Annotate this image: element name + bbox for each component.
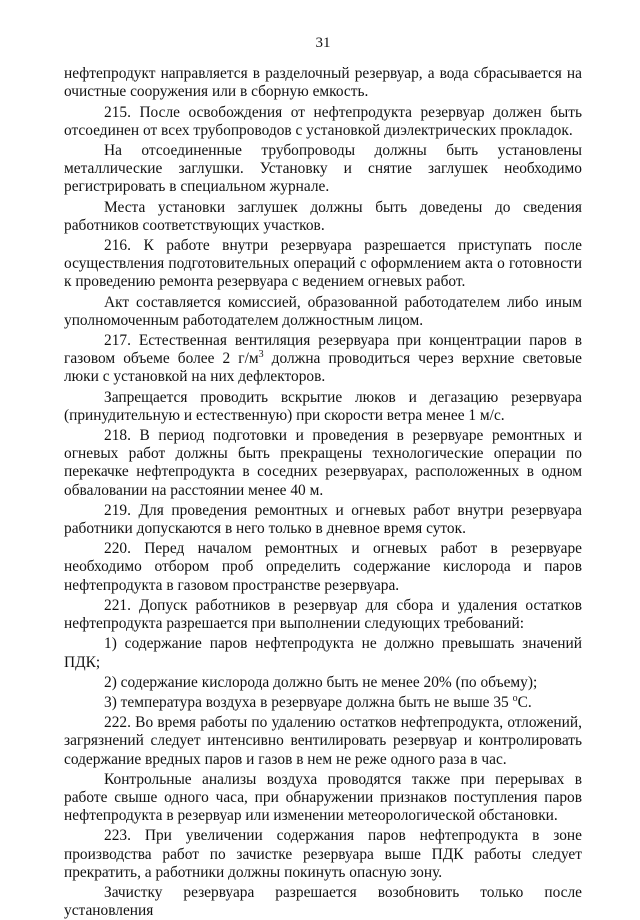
paragraph-text: На отсоединенные трубопроводы должны быть установлены металлические заглушки. Установку и снятие заглушек необходимо регистрировать в специальном журнале. [64, 142, 582, 196]
paragraph [64, 771, 582, 826]
paragraph-text: 1) содержание паров нефтепродукта не должно превышать значений ПДК; [64, 635, 582, 671]
paragraph [64, 884, 582, 920]
paragraph-text-continued: должна проводиться через верхние световые люки с установкой на них дефлекторов. [64, 350, 582, 386]
paragraph-text: 221. Допуск работников в резервуар для сбора и удаления остатков нефтепродукта разрешается при выполнении следующих требований: [64, 596, 582, 633]
paragraph [64, 540, 582, 595]
paragraph [64, 199, 582, 235]
paragraph [64, 294, 582, 330]
paragraph [64, 502, 582, 538]
paragraph [64, 104, 582, 140]
paragraph-text: 215. После освобождения от нефтепродукта резервуар должен быть отсоединен от всех трубопроводов с установкой диэлектрических прокладок. [64, 103, 582, 139]
paragraph [64, 389, 582, 425]
paragraph-text: Места установки заглушек должны быть доведены до сведения работников соответствующих участков. [64, 198, 582, 234]
superscript: о [512, 692, 518, 704]
paragraph [64, 714, 582, 769]
paragraph-text: 223. При увеличении содержания паров нефтепродукта в зоне производства работ по зачистке резервуара выше ПДК работы следует прекратить, а работники должны покинуть опасную зону. [64, 827, 582, 881]
paragraph [64, 65, 582, 101]
paragraph [64, 694, 582, 712]
paragraph [64, 427, 582, 500]
paragraph-text: 222. Во время работы по удалению остатков нефтепродукта, отложений, загрязнений следует интенсивно вентилировать резервуар и контролировать содержание вредных паров и газов в нем не реже одного раза в час. [64, 714, 582, 768]
paragraph-text: Контрольные анализы воздуха проводятся также при перерывах в работе свыше одного часа, при обнаружении признаков поступления паров нефтепродукта в резервуар или изменении метеорологической обстановки. [64, 770, 582, 825]
paragraph-text: Запрещается проводить вскрытие люков и дегазацию резервуара (принудительную и естественную) при скорости ветра менее 1 м/с. [64, 388, 582, 424]
paragraph [64, 827, 582, 882]
paragraph-text: Зачистку резервуара разрешается возобновить только после установления [64, 883, 582, 920]
paragraph-text: Акт составляется комиссией, образованной работодателем либо иным уполномоченным работодателем должностным лицом. [64, 293, 582, 329]
paragraph [64, 635, 582, 671]
paragraph [64, 674, 582, 692]
paragraph-text: 220. Перед началом ремонтных и огневых работ в резервуаре необходимо отбором проб определить содержание кислорода и паров нефтепродукта в газовом пространстве резервуара. [64, 540, 582, 594]
paragraph-text: нефтепродукт направляется в разделочный резервуар, а вода сбрасывается на очистные сооружения или в сборную емкость. [64, 65, 582, 101]
paragraph [64, 237, 582, 292]
paragraph [64, 142, 582, 197]
paragraph-text: 218. В период подготовки и проведения в резервуаре ремонтных и огневых работ должны быть прекращены технологические операции по перекачке нефтепродукта в соседних резервуарах, расположенных в одном обваловании на расстоянии менее 40 м. [64, 427, 582, 499]
paragraph-text: 219. Для проведения ремонтных и огневых работ внутри резервуара работники допускаются в него только в дневное время суток. [64, 501, 582, 538]
paragraph-text: 2) содержание кислорода должно быть не менее 20% (по объему); [104, 673, 538, 691]
document-body [64, 65, 582, 920]
page-number: 31 [315, 35, 331, 51]
paragraph-text: 216. К работе внутри резервуара разрешается приступать после осуществления подготовительных операций с оформлением акта о готовности к проведению ремонта резервуара с ведением огневых работ. [64, 237, 582, 291]
paragraph [64, 332, 582, 387]
superscript: 3 [258, 349, 264, 361]
paragraph [64, 597, 582, 633]
paragraph-text: 3) температура воздуха в резервуаре должна быть не выше 35 [104, 693, 513, 711]
paragraph-text-continued: С. [517, 693, 532, 711]
paragraph-text: 217. Естественная вентиляция резервуара при концентрации паров в газовом объеме более 2 г/м [64, 332, 582, 368]
